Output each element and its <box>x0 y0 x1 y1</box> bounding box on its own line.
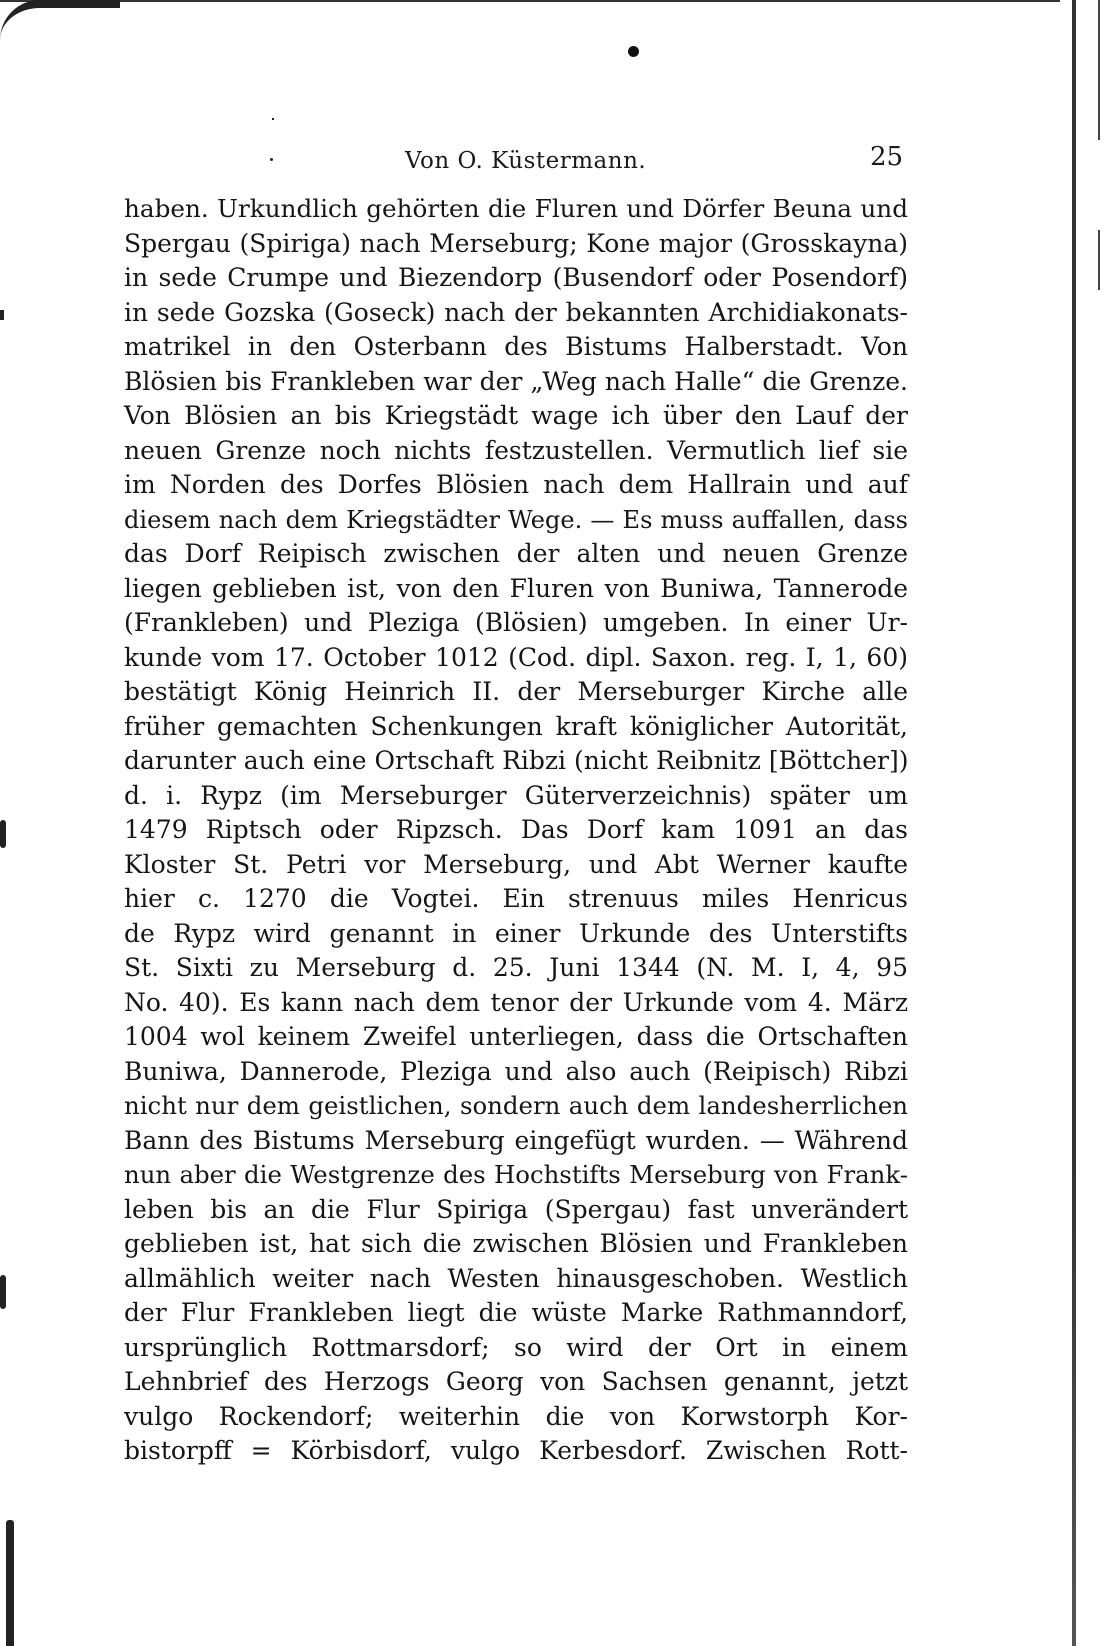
text-line: leben bis an die Flur Spiriga (Spergau) fast unverändert <box>124 1194 908 1224</box>
text-line: früher gemachten Schenkungen kraft königlicher Autorität, <box>124 711 908 741</box>
scan-edge-right <box>1072 0 1076 1646</box>
running-head: Von O. Küstermann. <box>405 148 647 174</box>
text-line: der Flur Frankleben liegt die wüste Marke Rathmanndorf, <box>124 1298 908 1327</box>
text-line: kunde vom 17. October 1012 (Cod. dipl. Saxon. reg. I, 1, 60) <box>124 642 908 672</box>
scan-edge-corner <box>0 0 120 48</box>
text-line: im Norden des Dorfes Blösien nach dem Hallrain und auf <box>124 470 908 499</box>
text-line: Blösien bis Frankleben war der „Weg nach Halle“ die Grenze. <box>124 366 908 396</box>
text-line: das Dorf Reipisch zwischen der alten und neuen Grenze <box>124 539 908 568</box>
text-line: darunter auch eine Ortschaft Ribzi (nicht Reibnitz [Böttcher]) <box>124 746 909 775</box>
text-line: Bann des Bistums Merseburg eingefügt wurden. — Während <box>124 1125 908 1155</box>
text-line: Buniwa, Dannerode, Pleziga und also auch (Reipisch) Ribzi <box>124 1056 908 1086</box>
scan-speck <box>270 158 273 161</box>
text-line: 1004 wol keinem Zweifel unterliegen, dass die Ortschaften <box>124 1022 908 1051</box>
text-line: d. i. Rypz (im Merseburger Güterverzeichnis) später um <box>124 780 908 810</box>
text-line: (Frankleben) und Pleziga (Blösien) umgeben. In einer Ur- <box>124 608 908 637</box>
text-line: matrikel in den Osterbann des Bistums Halberstadt. Von <box>124 332 908 361</box>
text-line: haben. Urkundlich gehörten die Fluren und Dörfer Beuna und <box>124 194 908 223</box>
text-line: in sede Crumpe und Biezendorp (Busendorf oder Posendorf) <box>124 263 908 292</box>
scan-edge-right-mark <box>1098 0 1100 140</box>
text-line: liegen geblieben ist, von den Fluren von Buniwa, Tannerode <box>124 573 908 603</box>
text-line: No. 40). Es kann nach dem tenor der Urkunde vom 4. März <box>124 987 908 1017</box>
ink-dot <box>628 46 639 57</box>
text-line: Kloster St. Petri vor Merseburg, und Abt Werner kaufte <box>124 849 908 879</box>
text-line: Spergau (Spiriga) nach Merseburg; Kone major (Grosskayna) <box>124 228 908 258</box>
scan-speck <box>0 820 6 848</box>
text-line: allmählich weiter nach Westen hinausgeschoben. Westlich <box>124 1263 908 1293</box>
text-line: nicht nur dem geistlichen, sondern auch dem landesherrlichen <box>124 1091 908 1120</box>
text-line: de Rypz wird genannt in einer Urkunde des Unterstifts <box>124 918 908 948</box>
text-line: bistorpff = Körbisdorf, vulgo Kerbesdorf. Zwischen Rott- <box>124 1436 908 1465</box>
body-text <box>124 192 908 1469</box>
text-line: geblieben ist, hat sich die zwischen Blösien und Frankleben <box>124 1229 908 1258</box>
scan-speck <box>0 310 4 320</box>
text-line: hier c. 1270 die Vogtei. Ein strenuus miles Henricus <box>124 884 908 913</box>
text-line: St. Sixti zu Merseburg d. 25. Juni 1344 (N. M. I, 4, 95 <box>124 953 908 982</box>
text-line: 1479 Riptsch oder Ripzsch. Das Dorf kam 1091 an das <box>124 815 908 844</box>
scan-edge-right-mark-lower <box>1098 230 1100 290</box>
text-line: vulgo Rockendorf; weiterhin die von Korwstorph Kor- <box>124 1401 908 1431</box>
scan-speck <box>0 1275 6 1309</box>
text-line: bestätigt König Heinrich II. der Merseburger Kirche alle <box>124 677 908 706</box>
text-line: nun aber die Westgrenze des Hochstifts Merseburg von Frank- <box>124 1160 908 1189</box>
scan-speck <box>6 1520 14 1646</box>
text-line: diesem nach dem Kriegstädter Wege. — Es muss auffallen, dass <box>124 505 908 534</box>
text-line: Von Blösien an bis Kriegstädt wage ich über den Lauf der <box>124 401 908 430</box>
scan-edge-top <box>0 0 1060 2</box>
page-number: 25 <box>870 142 904 172</box>
text-line: Lehnbrief des Herzogs Georg von Sachsen genannt, jetzt <box>124 1367 908 1396</box>
text-line: in sede Gozska (Goseck) nach der bekannten Archidiakonats- <box>124 297 908 327</box>
text-line: neuen Grenze noch nichts festzustellen. Vermutlich lief sie <box>124 435 908 465</box>
scan-speck <box>272 118 274 120</box>
text-line: ursprünglich Rottmarsdorf; so wird der Ort in einem <box>124 1332 908 1362</box>
